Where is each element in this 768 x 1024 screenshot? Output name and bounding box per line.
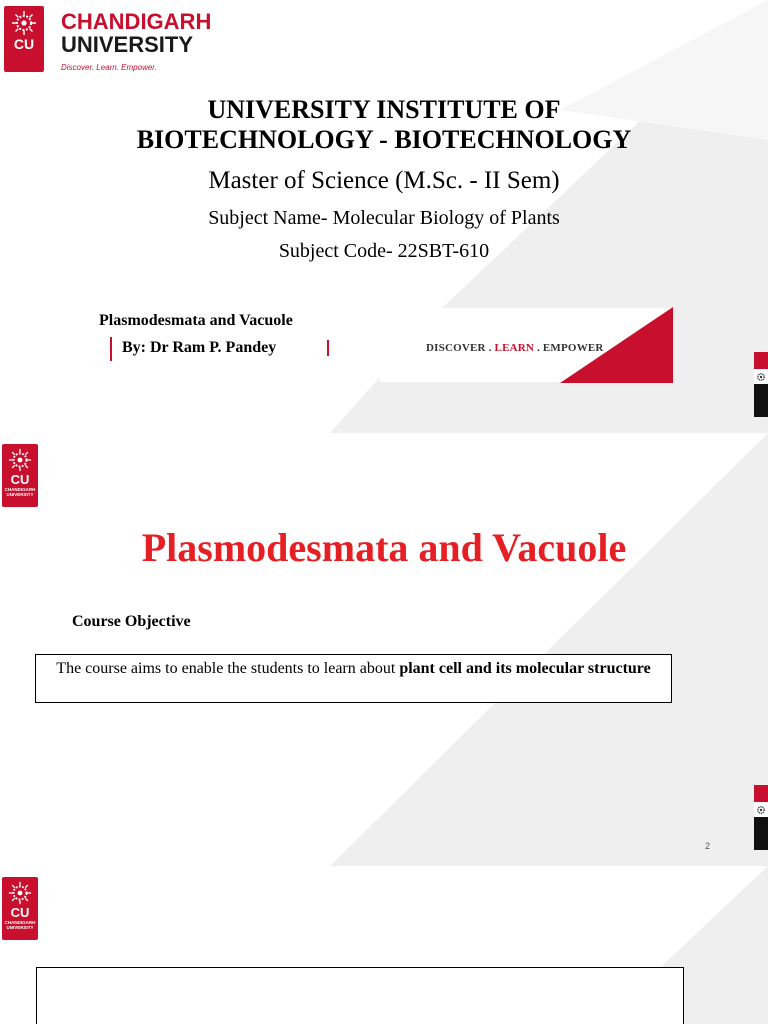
logo-name — [61, 10, 211, 56]
logo-small-text: CHANDIGARH UNIVERSITY — [4, 487, 36, 497]
cu-emblem-icon — [10, 9, 38, 37]
topic-title: Plasmodesmata and Vacuole — [99, 312, 293, 329]
logo-name-line2: UNIVERSITY — [61, 32, 194, 58]
side-emblem-icon — [756, 372, 766, 382]
logo-badge-text: CU — [10, 472, 30, 487]
objective-plain-text: The course aims to enable the students to learn about — [56, 660, 400, 677]
logo-badge — [2, 444, 38, 507]
page-number: 2 — [705, 841, 711, 851]
subject-name: Subject Name- Molecular Biology of Plants — [208, 207, 560, 229]
logo-tagline: Discover. Learn. Empower. — [61, 63, 157, 72]
logo-badge — [2, 877, 38, 940]
cu-emblem-icon — [7, 447, 33, 473]
tagline-learn: LEARN — [494, 342, 535, 354]
logo-small-text: CHANDIGARH UNIVERSITY — [4, 920, 36, 930]
degree-text: Master of Science (M.Sc. - II Sem) — [208, 167, 560, 194]
objective-bold-text: plant cell and its molecular structure — [399, 660, 651, 677]
university-logo — [0, 4, 212, 76]
course-objective-label: Course Objective — [72, 613, 191, 630]
background-shapes — [0, 433, 768, 866]
side-emblem-icon — [756, 805, 766, 815]
subject-code: Subject Code- 22SBT-610 — [278, 240, 490, 262]
logo-name-line1: CHANDIGARH — [61, 9, 212, 34]
slide-2 — [0, 433, 768, 866]
discover-learn-empower — [426, 342, 604, 354]
author-bar-right — [327, 340, 329, 356]
cu-emblem-icon — [7, 880, 33, 906]
course-objective-box — [35, 654, 672, 703]
tagline-empower: . EMPOWER — [534, 342, 604, 354]
institute-line-1: UNIVERSITY INSTITUTE OF — [207, 95, 561, 124]
content-box — [36, 967, 684, 1024]
logo-badge-text: CU — [10, 905, 30, 920]
author-text: By: Dr Ram P. Pandey — [122, 339, 277, 356]
logo-badge-text: CU — [13, 36, 35, 52]
author-bar-left — [110, 337, 112, 361]
institute-line-2: BIOTECHNOLOGY - BIOTECHNOLOGY — [136, 125, 632, 154]
slide-title: Plasmodesmata and Vacuole — [141, 525, 627, 570]
slide-1 — [0, 0, 768, 433]
slide-3 — [0, 866, 768, 1024]
tagline-discover: DISCOVER . — [426, 342, 495, 354]
logo-badge — [4, 6, 44, 72]
